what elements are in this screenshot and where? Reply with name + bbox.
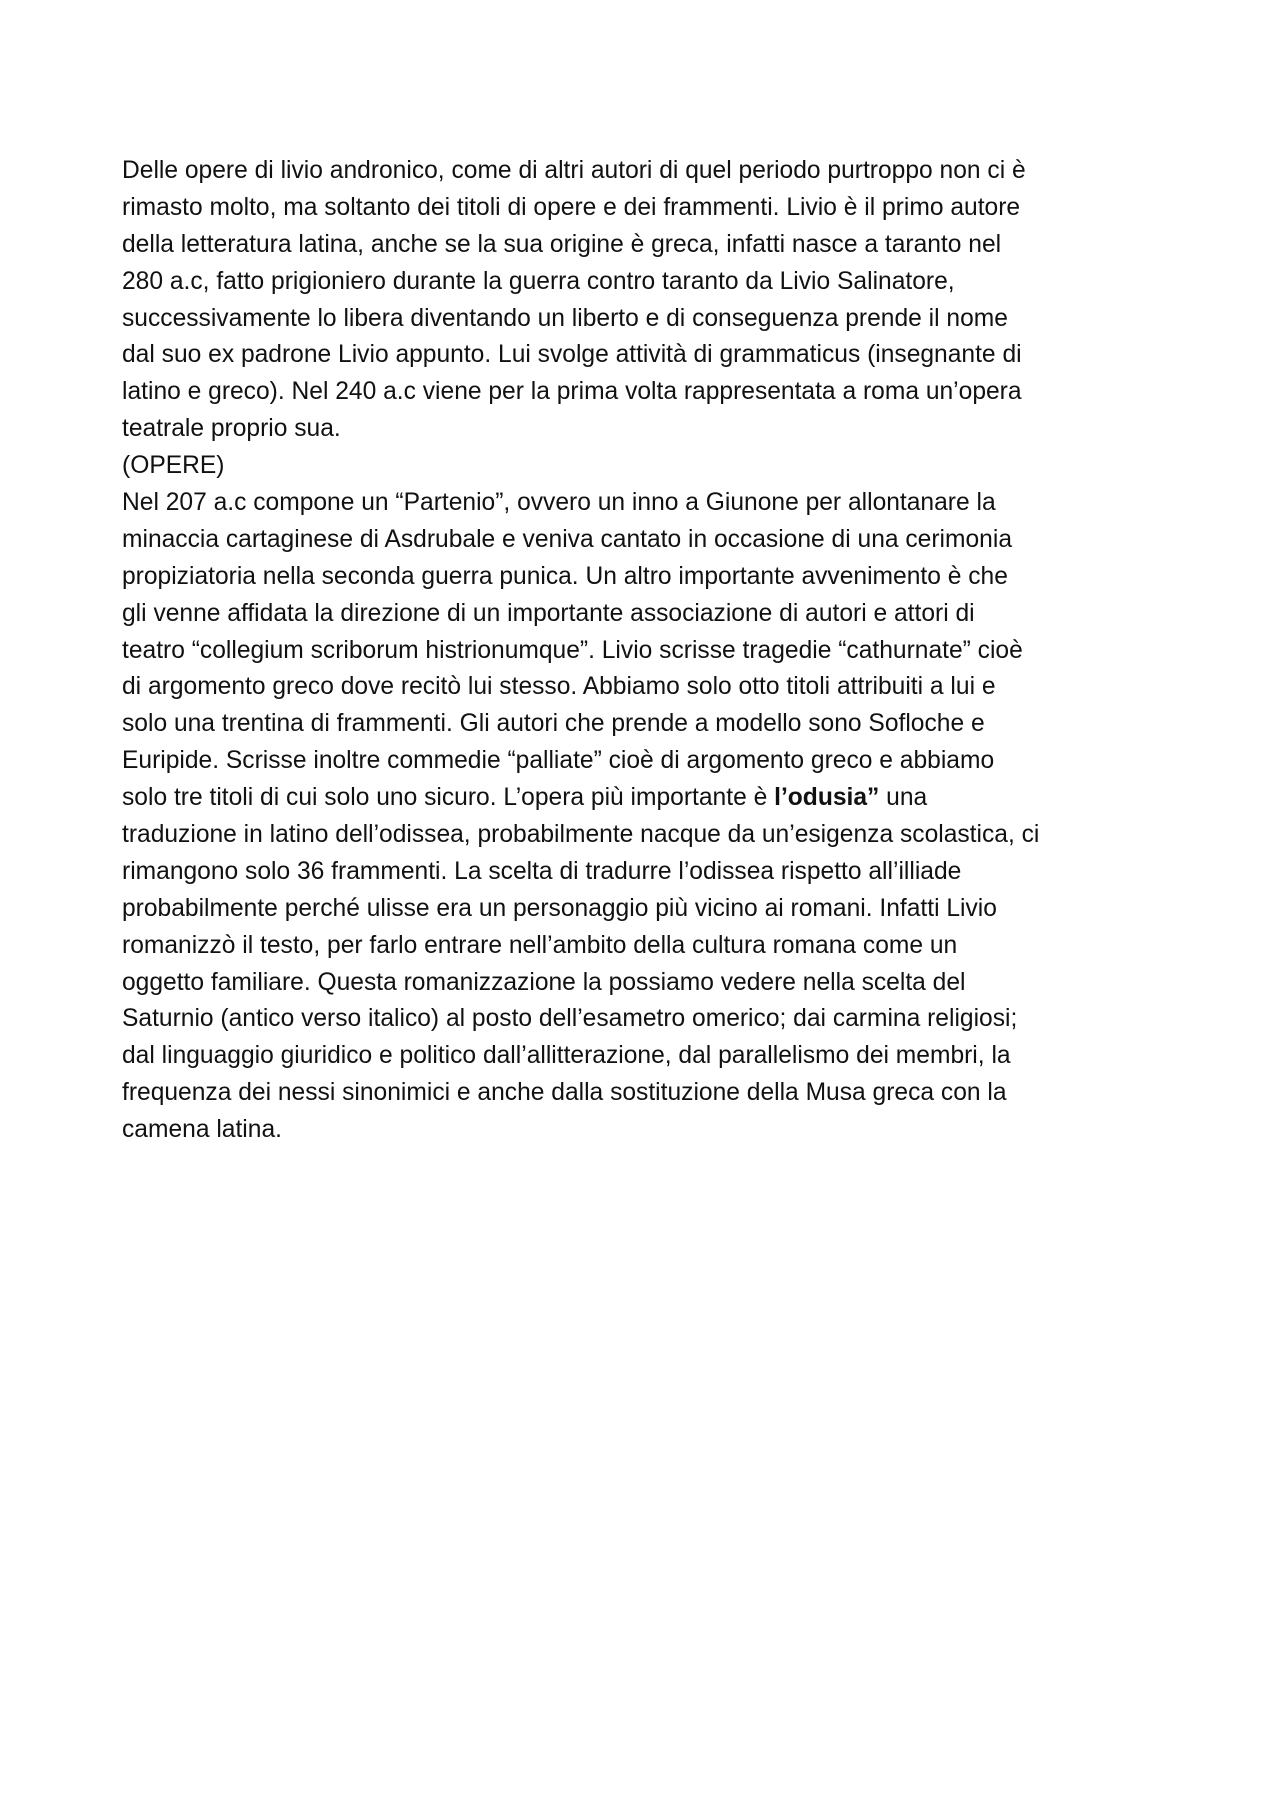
text-line: traduzione in latino dell’odissea, probabilmente nacque da un’esigenza scolastica, ci (122, 821, 1040, 849)
text-line: successivamente lo libera diventando un liberto e di conseguenza prende il nome (122, 304, 1008, 332)
text-line: teatro “collegium scriborum histrionumque”. Livio scrisse tragedie “cathurnate” cioè (122, 636, 1023, 664)
text-line: probabilmente perché ulisse era un personaggio più vicino ai romani. Infatti Livio (122, 894, 997, 922)
text-line: teatrale proprio sua. (122, 415, 341, 443)
paragraph-intro (122, 153, 1162, 448)
text-line: rimasto molto, ma soltanto dei titoli di opere e dei frammenti. Livio è il primo autore (122, 193, 1021, 221)
text-line: dal suo ex padrone Livio appunto. Lui svolge attività di grammaticus (insegnante di (122, 341, 1022, 369)
text-line: latino e greco). Nel 240 a.c viene per la prima volta rappresentata a roma un’opera (122, 378, 1022, 406)
text-line: romanizzò il testo, per farlo entrare nell’ambito della cultura romana come un (122, 931, 958, 959)
text-line: 280 a.c, fatto prigioniero durante la guerra contro taranto da Livio Salinatore, (122, 267, 955, 295)
text-line: camena latina. (122, 1116, 282, 1144)
text-line: Nel 207 a.c compone un “Partenio”, ovvero un inno a Giunone per allontanare la (122, 489, 996, 517)
text-segment: solo tre titoli di cui solo uno sicuro. L’opera più importante è (122, 784, 775, 812)
text-line: gli venne affidata la direzione di un importante associazione di autori e attori di (122, 599, 975, 627)
section-heading-opere: (OPERE) (122, 452, 225, 480)
text-line: Delle opere di livio andronico, come di altri autori di quel periodo purtroppo non ci è (122, 157, 1026, 184)
text-line: di argomento greco dove recitò lui stesso. Abbiamo solo otto titoli attribuiti a lui e (122, 673, 996, 701)
text-line: rimangono solo 36 frammenti. La scelta di tradurre l’odissea rispetto all’illiade (122, 857, 962, 885)
text-line: Saturnio (antico verso italico) al posto dell’esametro omerico; dai carmina religiosi; (122, 1005, 1018, 1033)
text-line: propiziatoria nella seconda guerra punica. Un altro importante avvenimento è che (122, 562, 1008, 590)
text-line: Euripide. Scrisse inoltre commedie “palliate” cioè di argomento greco e abbiamo (122, 747, 995, 775)
text-line-with-bold (122, 780, 1162, 817)
text-line: frequenza dei nessi sinonimici e anche dalla sostituzione della Musa greca con la (122, 1079, 1007, 1107)
text-line: solo una trentina di frammenti. Gli autori che prende a modello sono Sofloche e (122, 710, 985, 738)
text-segment: una (879, 784, 928, 812)
text-line: minaccia cartaginese di Asdrubale e veniva cantato in occasione di una cerimonia (122, 525, 1012, 553)
text-line: della letteratura latina, anche se la sua origine è greca, infatti nasce a taranto nel (122, 230, 1002, 258)
paragraph-opere (122, 485, 1162, 1149)
text-line: oggetto familiare. Questa romanizzazione la possiamo vedere nella scelta del (122, 968, 966, 996)
bold-title-odusia: l’odusia” (774, 784, 880, 812)
document-body (122, 153, 1162, 1149)
text-line: dal linguaggio giuridico e politico dall’allitterazione, dal parallelismo dei membri, la (122, 1042, 1011, 1070)
